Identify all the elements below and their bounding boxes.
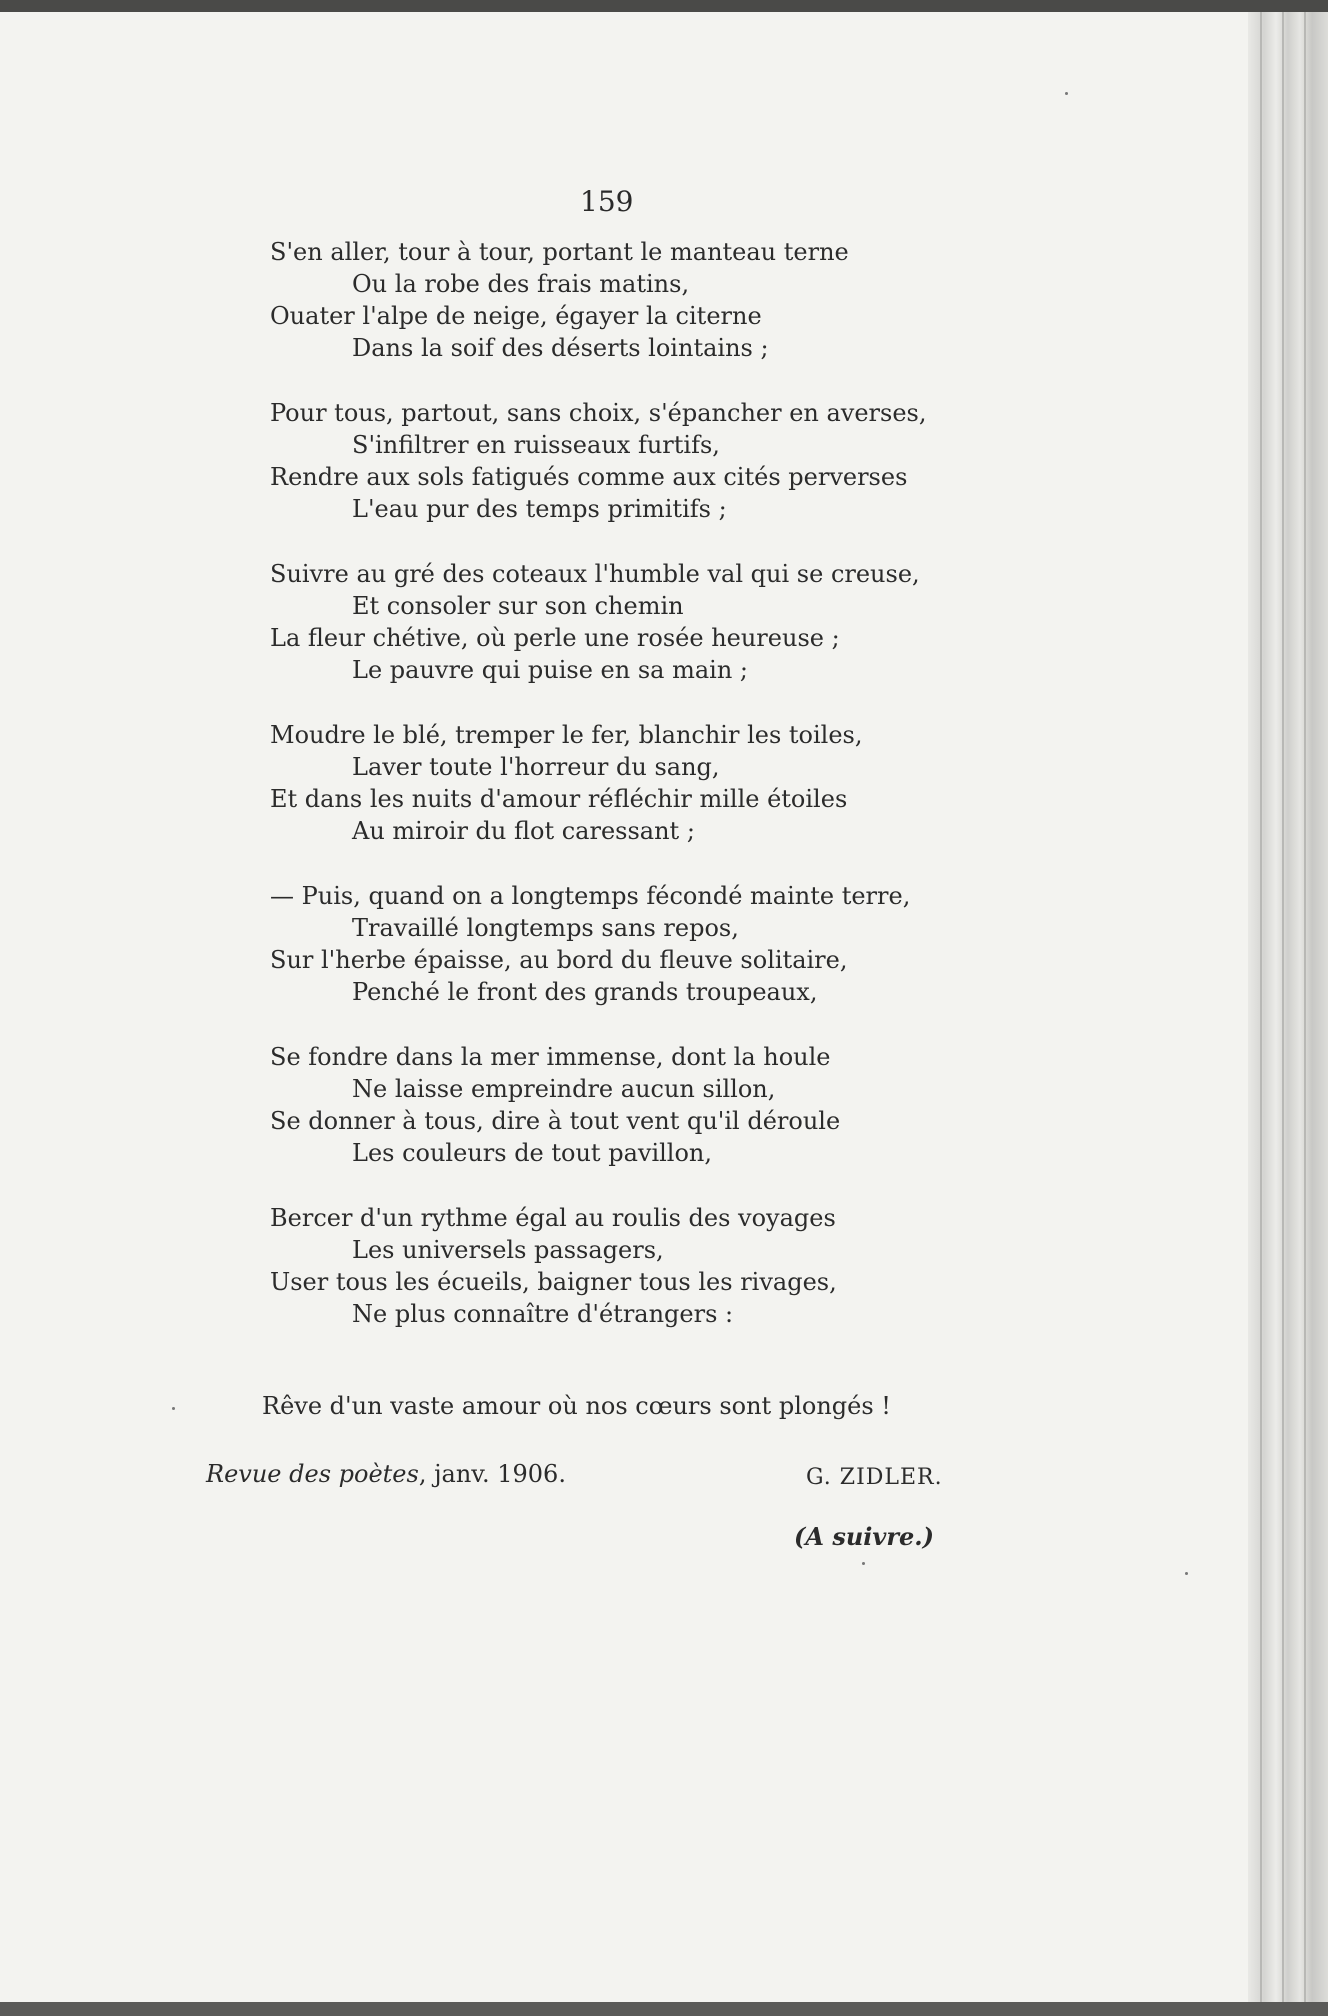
author-signature: G. ZIDLER. — [806, 1465, 943, 1490]
poem-body — [270, 236, 1070, 1363]
scan-bottom-edge — [0, 2002, 1328, 2016]
poem-line: Penché le front des grands troupeaux, — [352, 978, 818, 1006]
poem-stanza — [270, 1041, 1070, 1169]
poem-line: Ne laisse empreindre aucun sillon, — [352, 1075, 776, 1103]
poem-line: S'infiltrer en ruisseaux furtifs, — [352, 431, 720, 459]
publication-date: , janv. 1906. — [418, 1460, 566, 1488]
paper-speck — [172, 1407, 175, 1410]
poem-final-line: Rêve d'un vaste amour où nos cœurs sont plongés ! — [262, 1392, 891, 1420]
poem-line: Au miroir du flot caressant ; — [352, 817, 695, 845]
poem-line: Laver toute l'horreur du sang, — [352, 753, 720, 781]
poem-stanza — [270, 558, 1070, 686]
paper-speck — [1065, 92, 1068, 95]
poem-line: Suivre au gré des coteaux l'humble val qui se creuse, — [270, 560, 920, 588]
poem-stanza — [270, 397, 1070, 525]
gutter-line — [1260, 12, 1262, 2016]
poem-line: La fleur chétive, où perle une rosée heureuse ; — [270, 624, 840, 652]
poem-line: Les universels passagers, — [352, 1236, 664, 1264]
source-citation — [206, 1460, 566, 1488]
poem-line: Et consoler sur son chemin — [352, 592, 684, 620]
poem-line: User tous les écueils, baigner tous les rivages, — [270, 1268, 837, 1296]
continuation-note: (A suivre.) — [794, 1522, 934, 1551]
poem-line: Moudre le blé, tremper le fer, blanchir les toiles, — [270, 721, 863, 749]
poem-stanza — [270, 236, 1070, 364]
poem-line: Rendre aux sols fatigués comme aux cités perverses — [270, 463, 908, 491]
scan-top-edge — [0, 0, 1328, 12]
poem-line: Le pauvre qui puise en sa main ; — [352, 656, 748, 684]
poem-line: Sur l'herbe épaisse, au bord du fleuve solitaire, — [270, 946, 848, 974]
poem-line: L'eau pur des temps primitifs ; — [352, 495, 727, 523]
poem-line: S'en aller, tour à tour, portant le manteau terne — [270, 238, 849, 266]
gutter-line — [1304, 12, 1306, 2016]
poem-line: Et dans les nuits d'amour réfléchir mille étoiles — [270, 785, 848, 813]
poem-line: Ne plus connaître d'étrangers : — [352, 1300, 734, 1328]
poem-line: Bercer d'un rythme égal au roulis des voyages — [270, 1204, 836, 1232]
poem-line: Dans la soif des déserts lointains ; — [352, 334, 769, 362]
poem-line: — Puis, quand on a longtemps fécondé mainte terre, — [270, 882, 911, 910]
poem-stanza — [270, 719, 1070, 847]
journal-title: Revue des poètes — [206, 1460, 419, 1488]
gutter-line — [1282, 12, 1284, 2016]
poem-stanza — [270, 880, 1070, 1008]
paper-speck — [862, 1562, 865, 1565]
poem-stanza — [270, 1202, 1070, 1330]
poem-line: Pour tous, partout, sans choix, s'épancher en averses, — [270, 399, 927, 427]
poem-line: Ou la robe des frais matins, — [352, 270, 690, 298]
page-number: 159 — [580, 185, 634, 218]
poem-line: Ouater l'alpe de neige, égayer la citerne — [270, 302, 762, 330]
poem-line: Se fondre dans la mer immense, dont la houle — [270, 1043, 831, 1071]
poem-line: Se donner à tous, dire à tout vent qu'il déroule — [270, 1107, 841, 1135]
poem-line: Les couleurs de tout pavillon, — [352, 1139, 712, 1167]
poem-line: Travaillé longtemps sans repos, — [352, 914, 739, 942]
paper-speck — [1185, 1572, 1188, 1575]
